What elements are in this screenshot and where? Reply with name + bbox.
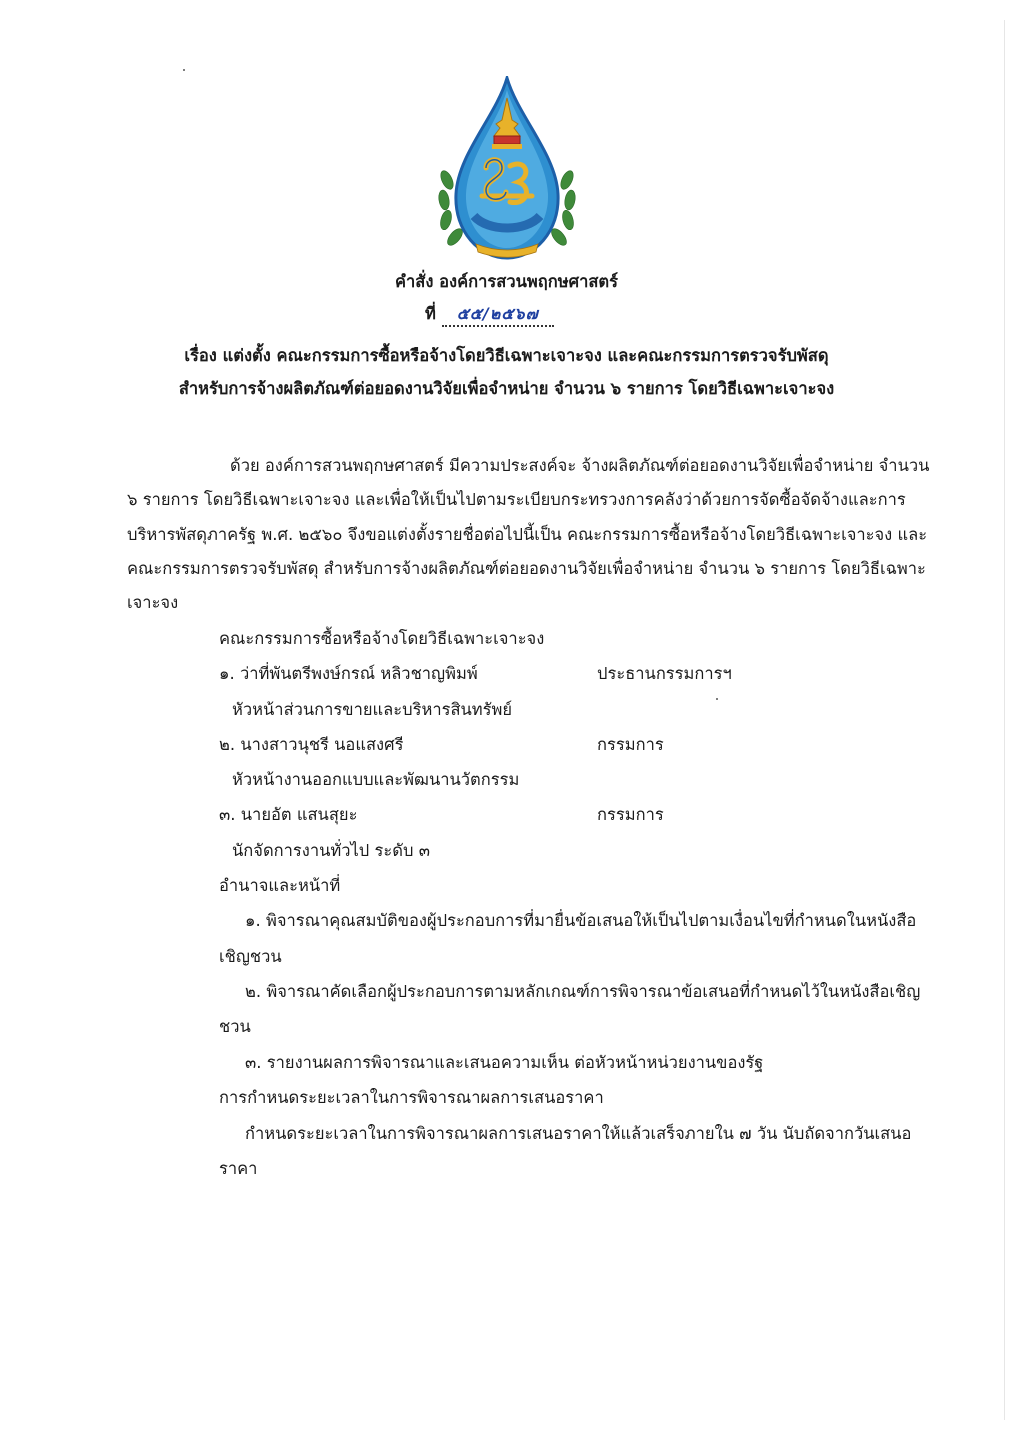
subject-line-1: เรื่อง แต่งตั้ง คณะกรรมการซื้อหรือจ้างโดยวิธีเฉพาะเจาะจง และคณะกรรมการตรวจรับพัสดุ	[184, 346, 829, 365]
duty-1-line-1: ๑. พิจารณาคุณสมบัติของผู้ประกอบการที่มายื่นข้อเสนอให้เป็นไปตามเงื่อนไขที่กำหนดในหนังสือ	[245, 911, 917, 930]
committee-member-3-name: ๓. นายอัต แสนสุยะ	[219, 805, 358, 824]
scan-speck	[716, 698, 718, 700]
timeframe-line-2: ราคา	[219, 1159, 258, 1178]
order-number	[425, 303, 554, 327]
committee-member-2-name: ๒. นางสาวนุชรี นอแสงศรี	[219, 735, 404, 754]
intro-line-5: เจาะจง	[127, 593, 179, 612]
intro-line-4: คณะกรรมการตรวจรับพัสดุ สำหรับการจ้างผลิตภัณฑ์ต่อยอดงานวิจัยเพื่อจำหน่าย จำนวน ๖ รายการ โดยวิธีเฉพาะ	[127, 559, 926, 578]
intro-line-3: บริหารพัสดุภาครัฐ พ.ศ. ๒๕๖๐ จึงขอแต่งตั้งรายชื่อต่อไปนี้เป็น คณะกรรมการซื้อหรือจ้างโดยวิธีเฉพาะเจาะจง และ	[127, 525, 928, 544]
intro-line-1: ด้วย องค์การสวนพฤกษศาสตร์ มีความประสงค์จะ จ้างผลิตภัณฑ์ต่อยอดงานวิจัยเพื่อจำหน่าย จำนวน	[230, 456, 930, 475]
order-number-prefix: ที่	[425, 304, 436, 323]
committee-member-3-role: กรรมการ	[597, 805, 664, 824]
duties-heading: อำนาจและหน้าที่	[219, 876, 341, 895]
scan-speck	[183, 69, 185, 71]
order-title: คำสั่ง องค์การสวนพฤกษศาสตร์	[394, 272, 619, 291]
timeframe-line-1: กำหนดระยะเวลาในการพิจารณาผลการเสนอราคาให้แล้วเสร็จภายใน ๗ วัน นับถัดจากวันเสนอ	[245, 1124, 912, 1143]
order-number-handwritten: ๕๕/๒๕๖๗	[456, 304, 539, 323]
duty-2-line-1: ๒. พิจารณาคัดเลือกผู้ประกอบการตามหลักเกณฑ์การพิจารณาข้อเสนอที่กำหนดไว้ในหนังสือเชิญ	[245, 982, 921, 1001]
timeframe-heading: การกำหนดระยะเวลาในการพิจารณาผลการเสนอราคา	[219, 1088, 604, 1107]
committee-member-3-position: นักจัดการงานทั่วไป ระดับ ๓	[232, 841, 430, 860]
duty-2-line-2: ชวน	[219, 1017, 251, 1036]
duty-1-line-2: เชิญชวน	[219, 947, 282, 966]
organization-emblem-logo	[436, 76, 578, 262]
committee-member-1-role: ประธานกรรมการฯ	[597, 664, 732, 683]
subject-line-2: สำหรับการจ้างผลิตภัณฑ์ต่อยอดงานวิจัยเพื่อจำหน่าย จำนวน ๖ รายการ โดยวิธีเฉพาะเจาะจง	[178, 379, 835, 398]
committee-member-2-role: กรรมการ	[597, 735, 664, 754]
committee-member-1-name: ๑. ว่าที่พันตรีพงษ์กรณ์ หลิวชาญพิมพ์	[219, 664, 478, 683]
order-number-field	[442, 303, 554, 327]
committee-member-2-position: หัวหน้างานออกแบบและพัฒนานวัตกรรม	[232, 770, 520, 789]
duty-3-line-1: ๓. รายงานผลการพิจารณาและเสนอความเห็น ต่อหัวหน้าหน่วยงานของรัฐ	[245, 1053, 764, 1072]
scan-edge	[1004, 20, 1005, 1420]
committee-heading: คณะกรรมการซื้อหรือจ้างโดยวิธีเฉพาะเจาะจง	[219, 629, 545, 648]
committee-member-1-position: หัวหน้าส่วนการขายและบริหารสินทรัพย์	[232, 700, 513, 719]
intro-line-2: ๖ รายการ โดยวิธีเฉพาะเจาะจง และเพื่อให้เป็นไปตามระเบียบกระทรวงการคลังว่าด้วยการจัดซื้อจัดจ้างและการ	[127, 490, 906, 509]
